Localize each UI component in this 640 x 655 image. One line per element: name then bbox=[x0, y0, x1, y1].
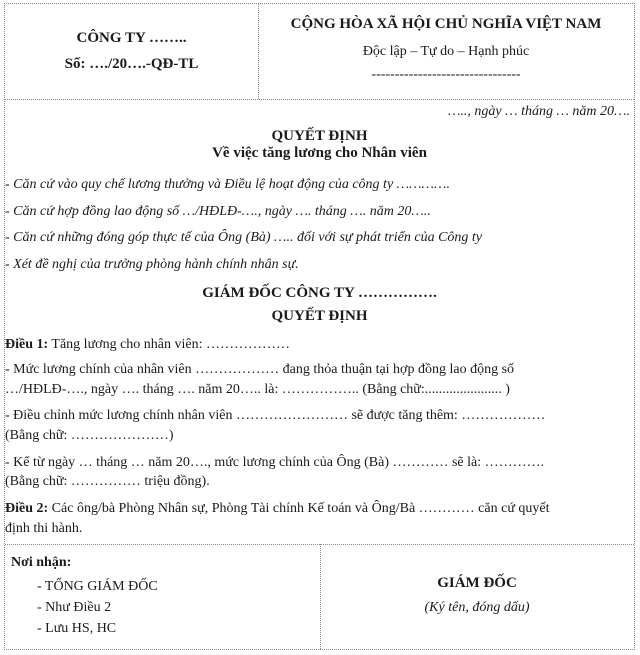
signature-note: (Ký tên, đóng dấu) bbox=[424, 600, 530, 615]
basis-item: - Căn cứ hợp đồng lao động số …/HĐLĐ-…., ngày …. tháng …. năm 20….. bbox=[5, 204, 431, 219]
motto-rule: -------------------------------- bbox=[371, 67, 521, 82]
document-title: QUYẾT ĐỊNH bbox=[271, 128, 368, 144]
article-2-text: Các ông/bà Phòng Nhân sự, Phòng Tài chính Kế toán và Ông/Bà ………… căn cứ quyết bbox=[48, 501, 550, 516]
article-1 bbox=[5, 337, 290, 353]
article-1-label: Điều 1: bbox=[5, 337, 49, 352]
basis-item: - Căn cứ những đóng góp thực tế của Ông (Bà) ….. đối với sự phát triển của Công ty bbox=[5, 230, 483, 245]
basis-item: - Xét đề nghị của trưởng phòng hành chính nhân sự. bbox=[5, 257, 299, 272]
basis-item: - Căn cứ vào quy chế lương thưởng và Điều lệ hoạt động của công ty …………. bbox=[5, 177, 450, 192]
clause-line: …/HĐLĐ-…., ngày …. tháng …. năm 20….. là: …………….. (Bằng chữ:...................... ) bbox=[5, 382, 510, 397]
article-2-continuation: định thi hành. bbox=[5, 521, 83, 536]
nation-heading: CỘNG HÒA XÃ HỘI CHỦ NGHĨA VIỆT NAM bbox=[290, 16, 602, 32]
clause-line: - Kể từ ngày … tháng … năm 20…., mức lương chính của Ông (Bà) ………… sẽ là: …………. bbox=[5, 455, 545, 470]
recipient-item: - Lưu HS, HC bbox=[37, 621, 117, 636]
article-2-label: Điều 2: bbox=[5, 501, 49, 516]
recipient-item: - TỔNG GIÁM ĐỐC bbox=[37, 579, 158, 594]
clause-line: - Mức lương chính của nhân viên ……………… đang thỏa thuận tại hợp đồng lao động số bbox=[5, 362, 515, 377]
article-1-text: Tăng lương cho nhân viên: ……………… bbox=[48, 337, 290, 352]
signature-title: GIÁM ĐỐC bbox=[437, 575, 517, 591]
decision-heading: QUYẾT ĐỊNH bbox=[271, 308, 368, 324]
header-separator bbox=[5, 99, 634, 100]
date-line: ….., ngày … tháng … năm 20…. bbox=[447, 104, 630, 119]
motto: Độc lập – Tự do – Hạnh phúc bbox=[362, 44, 530, 59]
company-name: CÔNG TY …….. bbox=[76, 30, 187, 46]
clause-line: (Bằng chữ: …………… triệu đồng). bbox=[5, 474, 210, 489]
document-subtitle: Về việc tăng lương cho Nhân viên bbox=[212, 145, 427, 161]
clause-line: - Điều chỉnh mức lương chính nhân viên …………………… sẽ được tăng thêm: ……………… bbox=[5, 408, 546, 423]
document-number: Số: …./20….-QĐ-TL bbox=[64, 56, 199, 72]
article-2 bbox=[5, 501, 550, 517]
clause-line: (Bằng chữ: …………………) bbox=[5, 428, 174, 443]
director-heading: GIÁM ĐỐC CÔNG TY ……………. bbox=[202, 285, 437, 301]
recipients-heading: Nơi nhận: bbox=[11, 555, 72, 570]
recipient-item: - Như Điều 2 bbox=[37, 600, 112, 615]
footer-divider bbox=[320, 544, 321, 649]
decision-document bbox=[4, 3, 635, 650]
